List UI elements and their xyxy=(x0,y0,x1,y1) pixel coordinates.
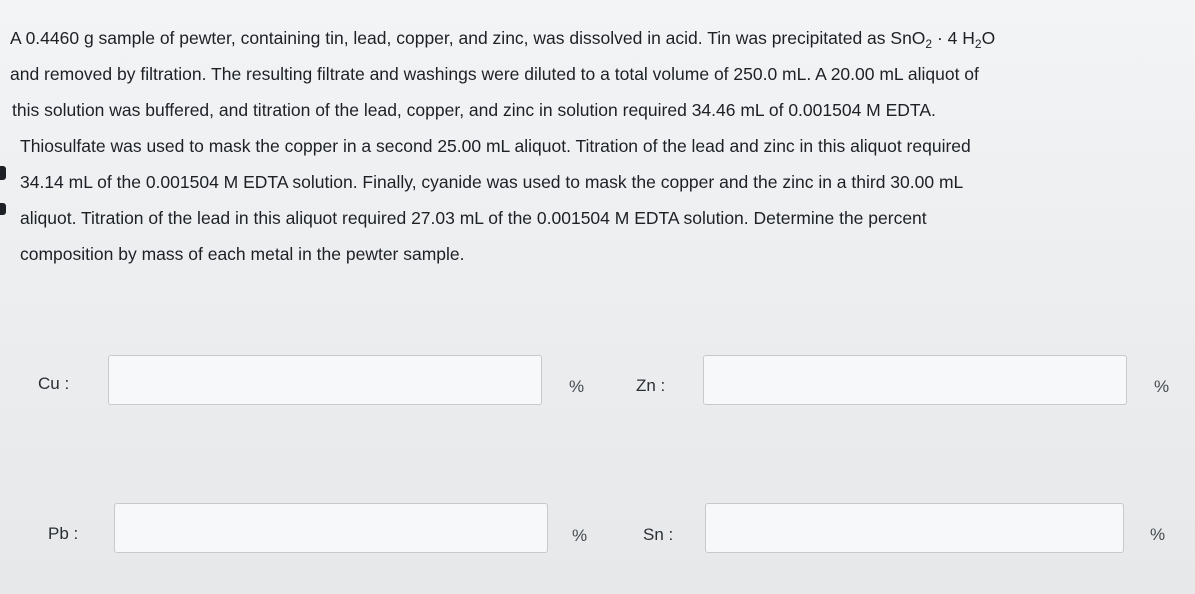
pb-percent-input[interactable] xyxy=(114,503,548,553)
question-line-1-text: A 0.4460 g sample of pewter, containing tin, lead, copper, and zinc, was dissolved in acid. Tin was precipitated as xyxy=(10,28,891,48)
sn-label: Sn : xyxy=(643,525,674,544)
zn-percent-input[interactable] xyxy=(703,355,1127,405)
tin-oxide-hydrate-formula: SnO$_2$ · 4 $H_2O$ xyxy=(890,28,996,51)
pb-label: Pb : xyxy=(48,524,79,543)
left-edge-mark xyxy=(0,166,6,180)
zn-label: Zn : xyxy=(636,376,666,395)
pb-percent-unit: % xyxy=(572,526,588,545)
question-line-6: aliquot. Titration of the lead in this aliquot required 27.03 mL of the 0.001504 M EDTA solution. Determine the percent xyxy=(20,208,927,228)
question-line-1 xyxy=(10,20,1185,56)
cu-percent-unit: % xyxy=(569,377,585,396)
left-edge-mark xyxy=(0,203,6,215)
question-text xyxy=(10,20,1185,272)
question-line-4: Thiosulfate was used to mask the copper in a second 25.00 mL aliquot. Titration of the lead and zinc in this aliquot required xyxy=(20,136,971,156)
cu-label: Cu : xyxy=(38,374,70,393)
sn-percent-unit: % xyxy=(1150,525,1166,544)
question-line-3: this solution was buffered, and titration of the lead, copper, and zinc in solution required 34.46 mL of 0.001504 M EDTA. xyxy=(12,100,936,120)
question-line-2: and removed by filtration. The resulting filtrate and washings were diluted to a total volume of 250.0 mL. A 20.00 mL aliquot of xyxy=(10,64,979,84)
zn-percent-unit: % xyxy=(1154,377,1170,396)
question-line-5: 34.14 mL of the 0.001504 M EDTA solution. Finally, cyanide was used to mask the copper and the zinc in a third 30.00 mL xyxy=(20,172,964,192)
question-line-7: composition by mass of each metal in the pewter sample. xyxy=(20,244,465,264)
cu-percent-input[interactable] xyxy=(108,355,542,405)
sn-percent-input[interactable] xyxy=(705,503,1124,553)
